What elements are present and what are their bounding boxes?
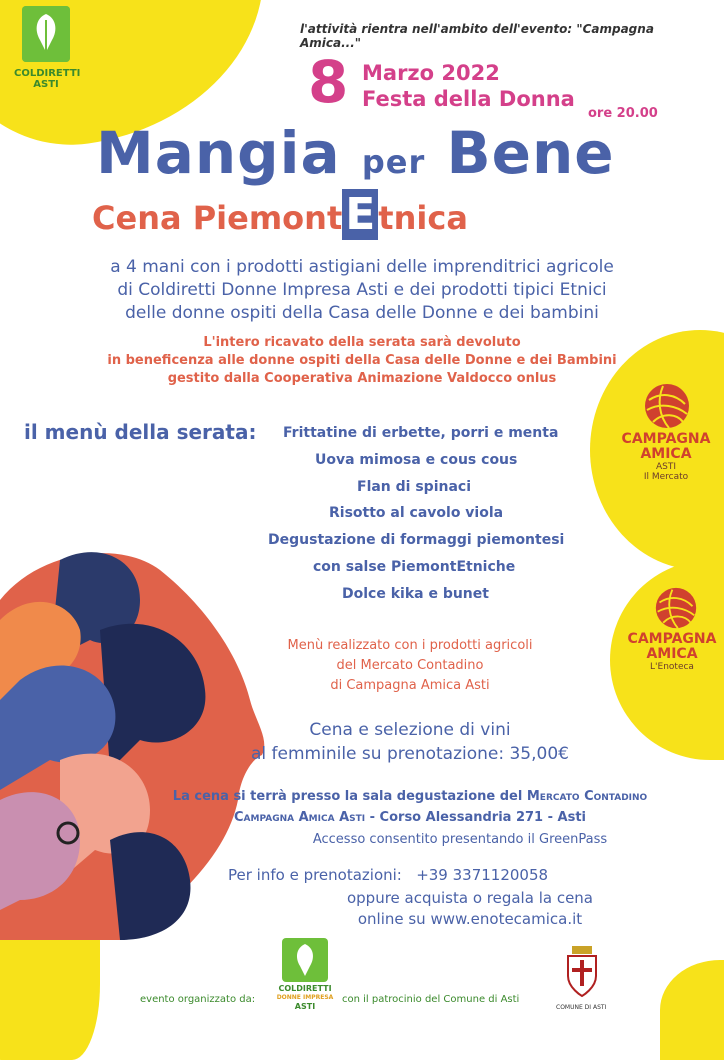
subtitle-part1: Cena Piemont	[92, 199, 343, 237]
venue-line2	[150, 807, 670, 828]
coldiretti-logo	[22, 6, 70, 62]
subtitle-e: E	[342, 189, 378, 240]
charity-line: in beneficenza alle donne ospiti della Casa delle Donne e dei Bambini	[107, 353, 617, 368]
ca-line1: CAMPAGNA	[627, 631, 717, 647]
bottom-logo-sub1: DONNE IMPRESA	[276, 994, 334, 1001]
event-time: ore 20.00	[588, 106, 658, 121]
campagna-amica-yarn-icon	[654, 586, 698, 630]
ca-line3: L'Enoteca	[650, 662, 694, 672]
venue-line1	[150, 786, 670, 807]
campagna-amica-mercato-logo	[618, 432, 714, 482]
info-label: Per info e prenotazioni:	[228, 866, 402, 884]
intro-line: delle donne ospiti della Casa delle Donne e dei bambini	[125, 303, 599, 323]
title-per: per	[361, 143, 426, 181]
menu-item: Degustazione di formaggi piemontesi	[268, 532, 565, 548]
ca-line2: AMICA	[646, 646, 698, 662]
menu-item: Flan di spinaci	[357, 479, 472, 495]
bottom-logo-sub2: ASTI	[294, 1002, 316, 1011]
ca-line4: Il Mercato	[643, 472, 689, 482]
title-part1: Mangia	[96, 119, 362, 187]
month-year: Marzo 2022	[362, 61, 500, 85]
comune-label: COMUNE DI ASTI	[556, 1004, 607, 1011]
menu-item: con salse PiemontEtniche	[313, 559, 516, 575]
menu-item: Risotto al cavolo viola	[329, 505, 504, 521]
coldiretti-logo-text	[14, 68, 81, 90]
intro-line: a 4 mani con i prodotti astigiani delle imprenditrici agricole	[110, 257, 614, 277]
menu-item: Uova mimosa e cous cous	[315, 452, 518, 468]
bottom-logo-name: COLDIRETTI	[278, 984, 332, 993]
venue-text	[150, 786, 670, 828]
main-title	[96, 118, 615, 197]
logo-sub: ASTI	[33, 79, 59, 90]
organized-by-label: evento organizzato da:	[140, 994, 256, 1005]
info-line2: oppure acquista o regala la cena	[346, 889, 593, 907]
ca-line1: CAMPAGNA	[621, 431, 711, 447]
coldiretti-donne-logo	[282, 938, 328, 982]
coldiretti-donne-logo-text	[276, 984, 334, 1011]
date-day: 8	[308, 48, 349, 116]
date-details	[362, 60, 575, 112]
info-website-link[interactable]: online su www.enotecamica.it	[357, 910, 583, 928]
menu-label: il menù della serata:	[24, 420, 257, 444]
comune-asti-crest-icon	[564, 946, 600, 998]
ca-line3: ASTI	[655, 462, 677, 472]
yellow-shape-bottom-right	[660, 960, 724, 1060]
produce-line: Menù realizzato con i prodotti agricoli	[287, 638, 533, 653]
patronage-label: con il patrocinio del Comune di Asti	[342, 994, 520, 1005]
logo-name: COLDIRETTI	[14, 68, 81, 79]
info-line	[228, 866, 548, 884]
subtitle-part2: tnica	[378, 199, 468, 237]
greenpass-note: Accesso consentito presentando il GreenPass	[312, 832, 608, 847]
venue-prefix: La cena si terrà presso la sala degustazione del	[172, 789, 527, 804]
subtitle	[92, 189, 468, 241]
charity-line: gestito dalla Cooperativa Animazione Valdocco onlus	[167, 371, 557, 386]
ca-line2: AMICA	[640, 446, 692, 462]
menu-item: Dolce kika e bunet	[342, 586, 489, 602]
venue-address: - Corso Alessandria 271 - Asti	[365, 810, 586, 825]
wine-line: Cena e selezione di vini	[309, 720, 511, 740]
phone-number[interactable]: +39 3371120058	[416, 866, 549, 884]
intro-text	[60, 256, 664, 325]
venue-campagna: Campagna Amica Asti	[234, 810, 366, 825]
produce-line: del Mercato Contadino	[336, 658, 484, 673]
intro-line: di Coldiretti Donne Impresa Asti e dei prodotti tipici Etnici	[117, 280, 607, 300]
campagna-amica-enoteca-logo	[624, 632, 720, 672]
wine-line: al femminile su prenotazione: 35,00€	[251, 744, 569, 764]
occasion: Festa della Donna	[362, 87, 575, 111]
campagna-amica-yarn-icon	[643, 382, 691, 430]
info-online	[300, 888, 640, 930]
title-part2: Bene	[425, 119, 615, 187]
wine-price-text	[240, 718, 580, 766]
venue-market: Mercato Contadino	[526, 789, 648, 804]
event-note: l'attività rientra nell'ambito dell'evento: "Campagna Amica..."	[300, 22, 654, 50]
charity-line: L'intero ricavato della serata sarà devoluto	[203, 335, 521, 350]
menu-item: Frittatine di erbette, porri e menta	[283, 425, 559, 441]
produce-text	[260, 636, 560, 696]
charity-text	[60, 334, 664, 388]
produce-line: di Campagna Amica Asti	[330, 678, 490, 693]
